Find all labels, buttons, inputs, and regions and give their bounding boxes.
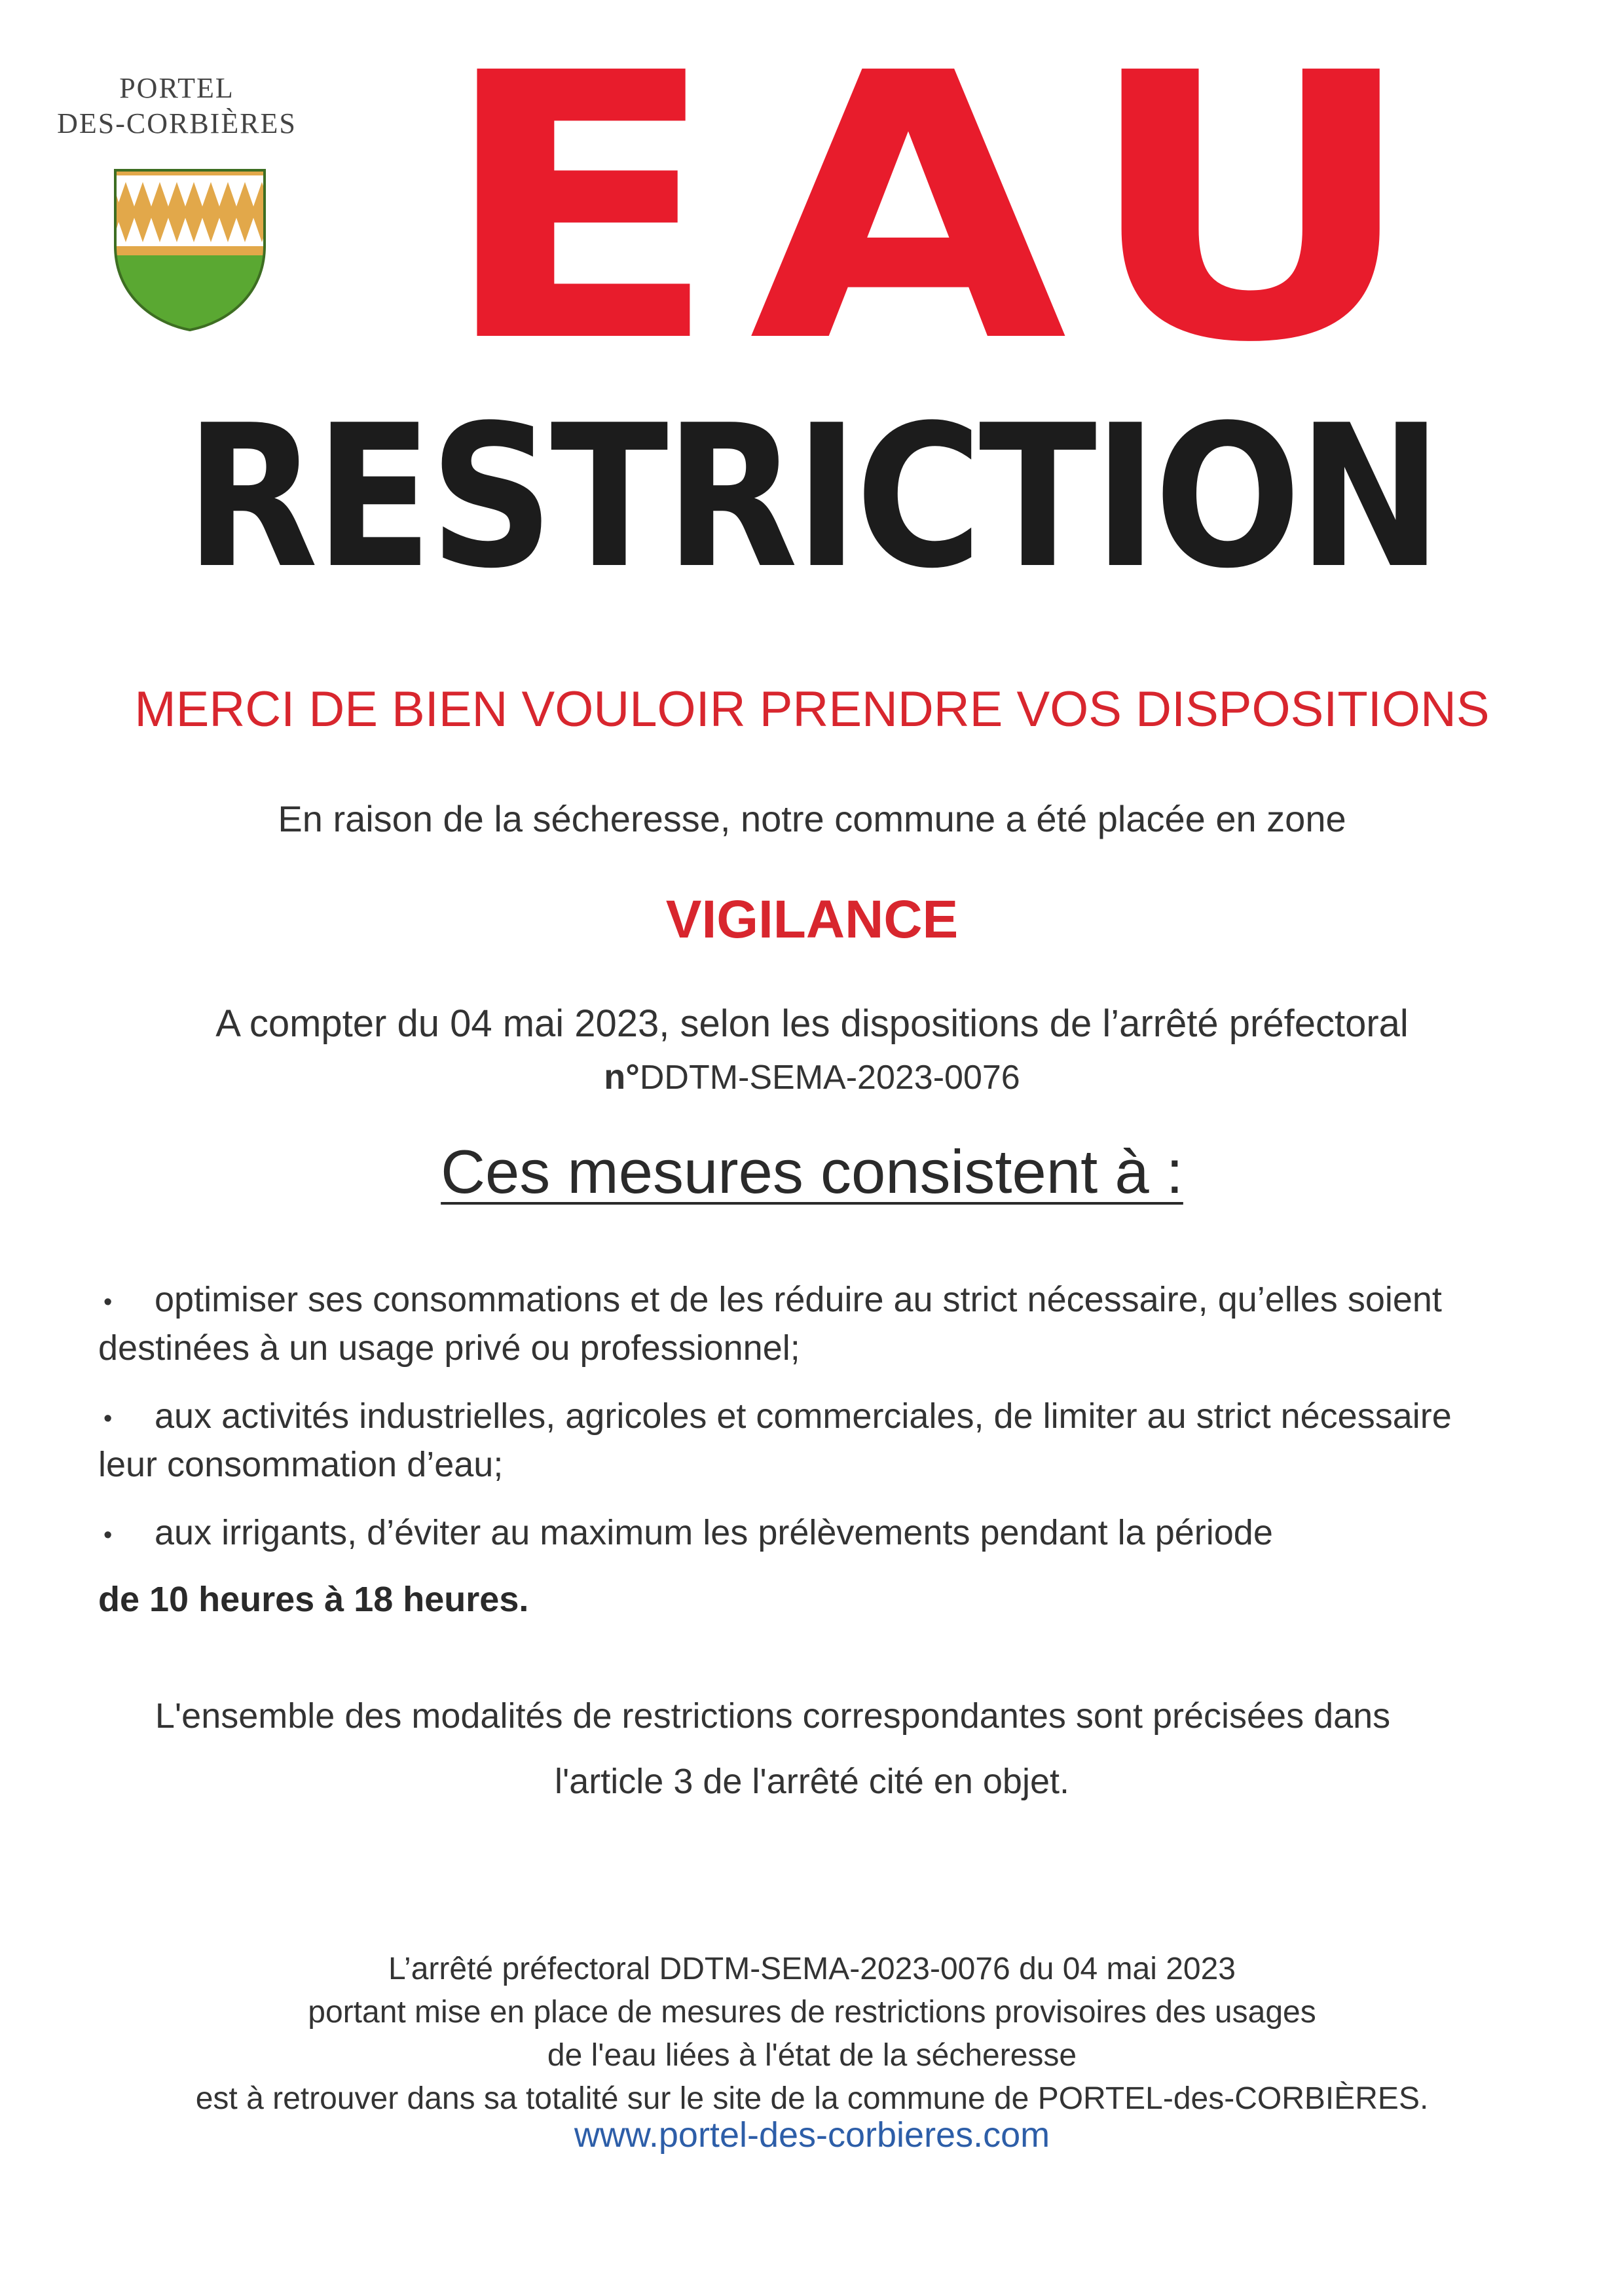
footer — [0, 1948, 1624, 2121]
list-item — [98, 1277, 1526, 1371]
website-link[interactable]: www.portel-des-corbieres.com — [574, 2115, 1050, 2155]
zone-vigilance: VIGILANCE — [665, 890, 959, 949]
restriction-hours: de 10 heures à 18 heures. — [98, 1580, 529, 1619]
town-name-line2: DES-CORBIÈRES — [57, 107, 297, 139]
footer-line1: L’arrêté préfectoral DDTM-SEMA-2023-0076 du 04 mai 2023 — [388, 1952, 1236, 1986]
bullet-icon: • — [103, 1404, 113, 1432]
footer-line2: portant mise en place de mesures de restrictions provisoires des usages — [308, 1995, 1316, 2030]
town-logo-text — [26, 71, 327, 141]
bullet-icon: • — [103, 1521, 113, 1549]
title-eau: EAU — [439, 0, 1447, 423]
list-item — [98, 1510, 1526, 1558]
coat-of-arms-icon — [113, 168, 267, 333]
ensemble-line1: L'ensemble des modalités de restrictions correspondantes sont précisées dans — [155, 1696, 1391, 1736]
footer-line3: de l'eau liées à l'état de la sécheresse — [547, 2038, 1077, 2073]
measures-heading — [0, 1137, 1624, 1207]
arrete-number — [0, 1057, 1624, 1097]
measures-heading-text: Ces mesures consistent à : — [441, 1137, 1183, 1206]
title-restriction: RESTRICTION — [185, 383, 1439, 611]
list-item-line2: destinées à un usage privé ou professionnel; — [98, 1328, 800, 1368]
list-item-line1: aux activités industrielles, agricoles et commerciales, de limiter au strict nécessaire — [155, 1396, 1452, 1436]
arrete-prefix: n° — [604, 1057, 640, 1097]
list-item-line2: leur consommation d’eau; — [98, 1444, 504, 1484]
list-item-line1: aux irrigants, d’éviter au maximum les prélèvements pendant la période — [155, 1513, 1273, 1552]
town-name-line1: PORTEL — [119, 72, 234, 104]
arrete-id: DDTM-SEMA-2023-0076 — [639, 1059, 1020, 1097]
list-item — [98, 1393, 1526, 1487]
footer-line4: est à retrouver dans sa totalité sur le site de la commune de PORTEL-des-CORBIÈRES. — [195, 2081, 1429, 2116]
notice-merci: MERCI DE BIEN VOULOIR PRENDRE VOS DISPOSITIONS — [134, 682, 1490, 737]
list-item-line1: optimiser ses consommations et de les réduire au strict nécessaire, qu’elles soient — [155, 1280, 1442, 1319]
notice-date: A compter du 04 mai 2023, selon les dispositions de l’arrêté préfectoral — [215, 1002, 1409, 1045]
bullet-icon: • — [103, 1288, 113, 1316]
notice-raison: En raison de la sécheresse, notre commune a été placée en zone — [278, 798, 1346, 839]
ensemble-line2: l'article 3 de l'arrêté cité en objet. — [554, 1762, 1070, 1801]
